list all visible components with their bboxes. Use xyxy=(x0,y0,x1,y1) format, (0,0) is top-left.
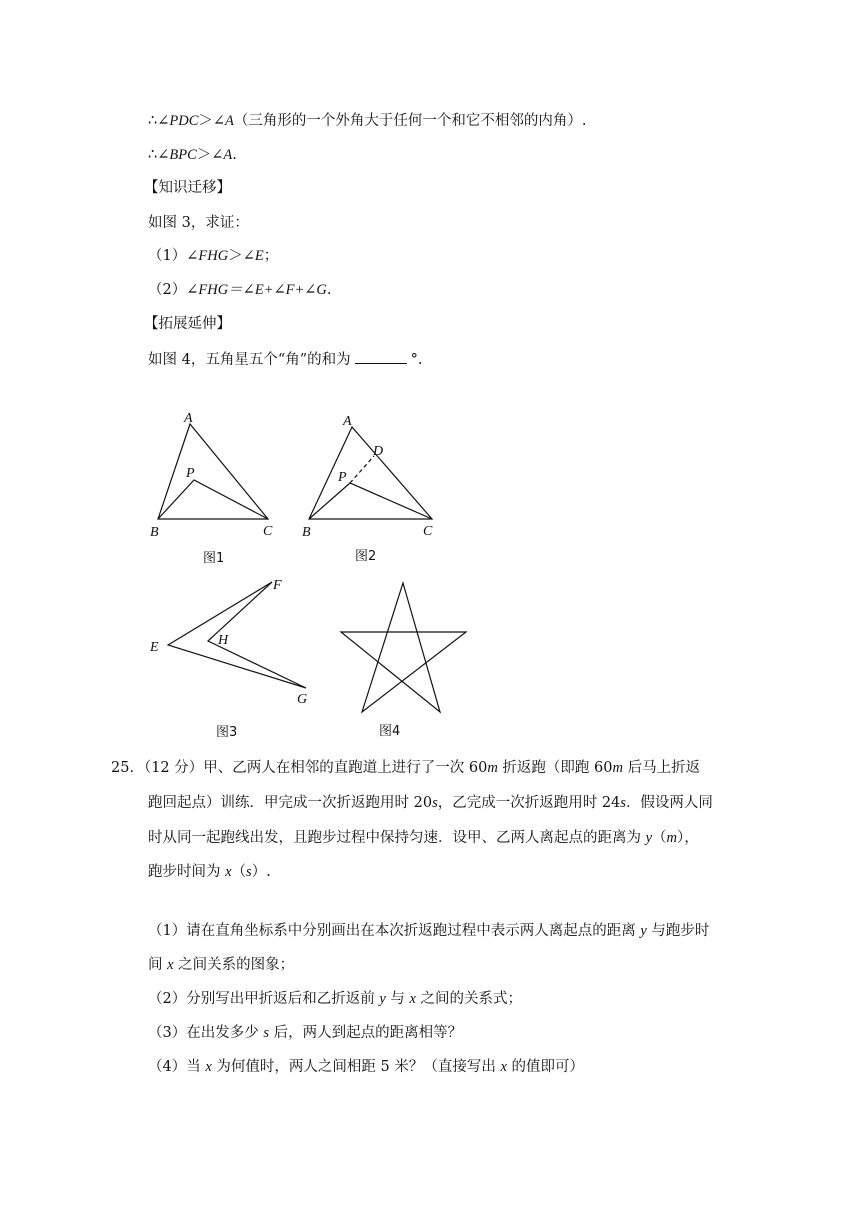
question-2 xyxy=(148,989,522,1009)
text: 甲、乙两人在相邻的直跑道上进行了一次 60 xyxy=(203,760,488,776)
triangle-abc xyxy=(158,424,268,519)
variable: x xyxy=(205,1059,212,1075)
knowledge-heading: 【知识迁移】 xyxy=(144,180,231,196)
fig3-caption: 图3 xyxy=(216,725,238,740)
proof-line-2: ∴∠BPC＞∠A. xyxy=(148,147,237,163)
question-3 xyxy=(148,1023,462,1043)
unit: s xyxy=(263,1025,269,1041)
text: 时从同一起跑线出发，且跑步过程中保持匀速．设甲、乙两人离起点的距离为 xyxy=(148,830,646,846)
text: 之间关系的图象； xyxy=(173,957,295,973)
variable: y xyxy=(379,991,386,1007)
figure-2 xyxy=(309,427,432,519)
problem-number: 25． xyxy=(111,760,144,776)
fig2-label-c: C xyxy=(423,524,433,539)
text: 间 xyxy=(148,957,168,973)
variable: y xyxy=(645,830,653,846)
unit: s xyxy=(432,795,438,811)
angle-e: ∠E xyxy=(242,248,264,264)
text: 的值即可） xyxy=(506,1059,584,1075)
text: （4）当 xyxy=(148,1059,206,1075)
fig3-label-f: F xyxy=(273,578,282,593)
extension-heading: 【拓展延伸】 xyxy=(144,316,231,332)
figure-4 xyxy=(341,583,466,712)
text: 后马上折返 xyxy=(622,760,701,776)
segments-bp-pc xyxy=(309,483,432,519)
figure-1 xyxy=(158,424,268,519)
figure-3 xyxy=(168,582,306,688)
fig1-label-a: A xyxy=(184,411,193,426)
concave-quadrilateral-efhg xyxy=(168,582,306,688)
gt-sign: ＞ xyxy=(198,113,213,129)
text: 跑步时间为 xyxy=(148,864,226,880)
text: 之间的关系式； xyxy=(415,991,523,1007)
unit: s xyxy=(246,864,252,880)
unit: m xyxy=(612,760,623,776)
angle-bpc: ∠BPC xyxy=(157,147,197,163)
fig2-label-b: B xyxy=(302,525,311,540)
fig1-label-c: C xyxy=(263,524,273,539)
unit: m xyxy=(487,760,498,776)
fig3-label-g: G xyxy=(297,692,308,707)
problem-25-line-3 xyxy=(148,828,699,848)
text: （ xyxy=(231,864,247,880)
gt-sign: ＞ xyxy=(196,147,212,163)
text: 跑回起点）训练．甲完成一次折返跑用时 20 xyxy=(148,795,433,811)
period: . xyxy=(232,147,237,163)
fig2-label-d: D xyxy=(373,444,384,459)
variable: x xyxy=(225,864,232,880)
dashed-segment-pd xyxy=(350,456,374,483)
degree-suffix: °. xyxy=(410,352,423,368)
angle-a: ∠A xyxy=(211,147,233,163)
question-1-line-2 xyxy=(148,955,294,975)
text: 为何值时，两人之间相距 5 米？（直接写出 xyxy=(211,1059,501,1075)
variable: x xyxy=(500,1059,507,1075)
fig2-caption: 图2 xyxy=(355,549,377,564)
knowledge-prompt: 如图 3，求证： xyxy=(148,215,249,231)
text: （ xyxy=(652,830,667,846)
fig2-label-p: P xyxy=(338,470,347,485)
period: . xyxy=(326,282,332,298)
text: ，乙完成一次折返跑用时 24 xyxy=(437,795,621,811)
text: 与跑步时 xyxy=(646,923,710,939)
text: （2）分别写出甲折返后和乙折返前 xyxy=(148,991,380,1007)
fig4-caption: 图4 xyxy=(379,724,401,739)
fig3-label-e: E xyxy=(150,640,159,655)
variable: y xyxy=(640,923,647,939)
variable: x xyxy=(167,957,174,973)
problem-25-line-4 xyxy=(148,862,271,882)
gt-sign: ＞ xyxy=(228,248,243,264)
problem-25-line-2 xyxy=(148,793,713,813)
proof-reason: （三角形的一个外角大于任何一个和它不相邻的内角）. xyxy=(233,113,587,129)
text: （1）请在直角坐标系中分别画出在本次折返跑过程中表示两人离起点的距离 xyxy=(148,923,641,939)
text: ．假设两人同 xyxy=(625,795,713,811)
angle-fhg: ∠FHG xyxy=(186,248,229,264)
problem-25-line-1 xyxy=(111,758,700,778)
unit: m xyxy=(666,830,678,846)
text: 后，两人到起点的距离相等？ xyxy=(269,1025,463,1041)
fig1-label-b: B xyxy=(150,525,159,540)
question-1-line-1 xyxy=(148,921,709,941)
text: （3）在出发多少 xyxy=(148,1025,264,1041)
variable: x xyxy=(409,991,416,1007)
text: ）， xyxy=(677,830,699,846)
text: 折返跑（即跑 60 xyxy=(497,760,613,776)
text: ）. xyxy=(251,864,271,880)
question-4 xyxy=(148,1057,584,1077)
triangle-abc xyxy=(309,427,432,519)
fig2-label-a: A xyxy=(343,414,352,429)
fig3-label-h: H xyxy=(218,633,229,648)
proof-line-1: ∴∠PDC＞∠A（三角形的一个外角大于任何一个和它不相邻的内角）. xyxy=(148,113,587,129)
text: 与 xyxy=(385,991,410,1007)
item-number: （1） xyxy=(148,248,187,264)
angle-pdc: ∠PDC xyxy=(157,113,199,129)
five-pointed-star xyxy=(341,583,466,712)
angle-equation: ∠FHG＝∠E+∠F+∠G xyxy=(186,282,327,298)
item-number: （2） xyxy=(148,282,187,298)
extension-text: 如图 4，五角星五个“角”的和为 xyxy=(148,352,351,368)
unit: s xyxy=(620,795,626,811)
semicolon: ； xyxy=(263,248,279,264)
fig1-label-p: P xyxy=(186,466,195,481)
fig1-caption: 图1 xyxy=(203,551,225,566)
angle-a: ∠A xyxy=(212,113,234,129)
problem-score: （12 分） xyxy=(143,760,204,776)
